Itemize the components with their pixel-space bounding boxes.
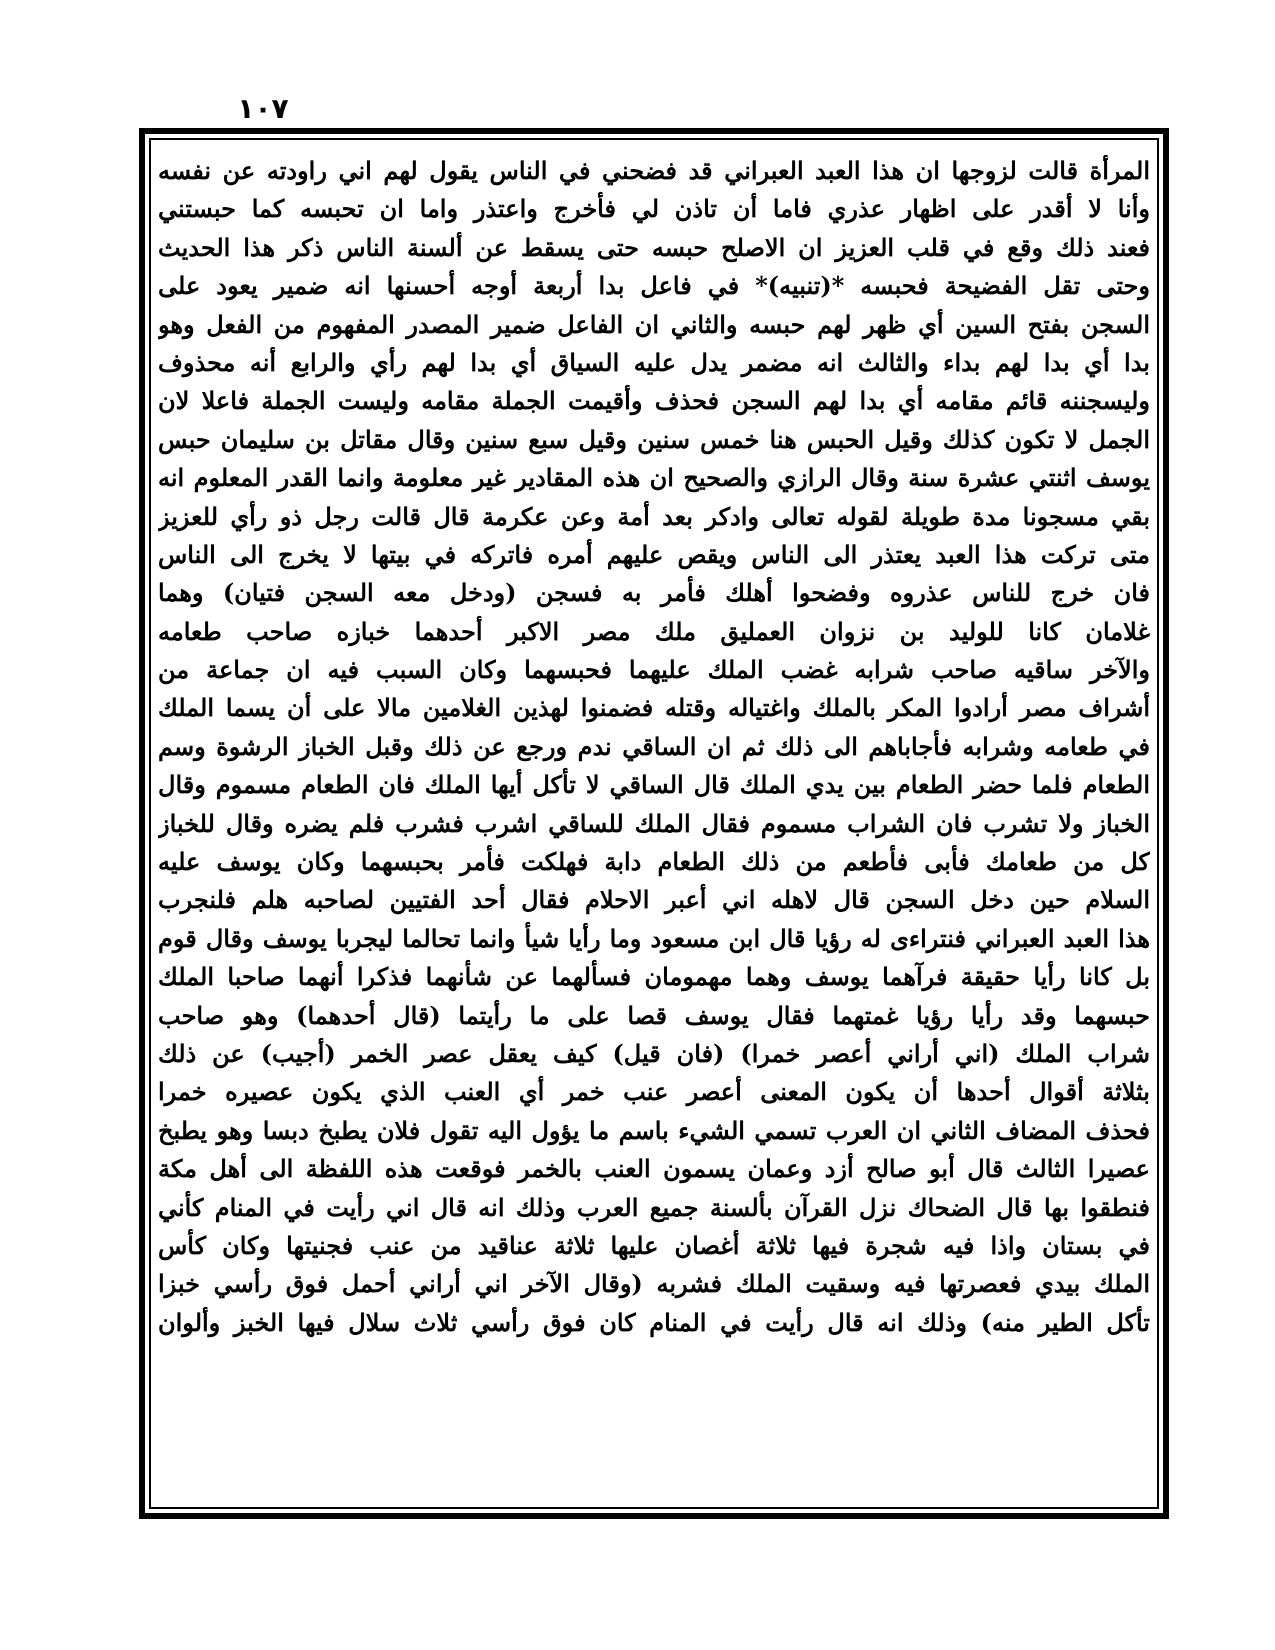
text-line: المرأة قالت لزوجها ان هذا العبد العبراني قد فضحني في الناس يقول لهم اني راودته عن نفسه xyxy=(158,156,1150,185)
text-line: السلام حين دخل السجن قال لاهله اني أعبر الاحلام فقال أحد الفتيين لصاحبه هلم فلنجرب xyxy=(158,885,1150,915)
body-text xyxy=(158,152,1150,1502)
text-line: والآخر ساقيه صاحب شرابه غضب الملك عليهما فحبسهما وكان السبب فيه ان جماعة من xyxy=(158,655,1150,685)
text-line: في بستان واذا فيه شجرة فيها ثلاثة أغصان عليها ثلاثة عناقيد من عنب فجنيتها وكان كأس xyxy=(158,1230,1150,1260)
text-line: الطعام فلما حضر الطعام بين يدي الملك قال الساقي لا تأكل أيها الملك فان الطعام مسموم وقال xyxy=(158,770,1150,800)
text-line: فنطقوا بها قال الضحاك نزل القرآن بألسنة جميع العرب وذلك انه قال اني رأيت في المنام كأني xyxy=(158,1192,1150,1222)
text-line: كل من طعامك فأبى فأطعم من ذلك الطعام دابة فهلكت فأمر بحبسهما وكان يوسف عليه xyxy=(158,847,1150,877)
text-line: بل كانا رأيا حقيقة فرآهما يوسف وهما مهمومان فسألهما عن شأنهما فذكرا أنهما صاحبا الملك xyxy=(158,962,1150,992)
text-line: متى تركت هذا العبد يعتذر الى الناس ويقص عليهم أمره فاتركه في بيتها لا يخرج الى الناس xyxy=(158,539,1150,569)
text-line: الخباز ولا تشرب فان الشراب مسموم فقال الملك للساقي اشرب فشرب فلم يضره وقال للخباز xyxy=(158,808,1150,838)
page-number: ١٠٧ xyxy=(237,92,289,125)
text-line: في طعامه وشرابه فأجاباهم الى ذلك ثم ان الساقي ندم ورجع عن ذلك وقبل الخباز الرشوة وسم xyxy=(158,731,1150,761)
text-line: بثلاثة أقوال أحدها أن يكون المعنى أعصر عنب خمر أي العنب الذي يكون عصيره خمرا xyxy=(158,1077,1150,1107)
text-line: حبسهما وقد رأيا رؤيا غمتهما فقال يوسف قصا على ما رأيتما (قال أحدهما) وهو صاحب xyxy=(158,1000,1150,1030)
text-line: تأكل الطير منه) وذلك انه قال رأيت في المنام كان فوق رأسي ثلاث سلال فيها الخبز وألوان xyxy=(158,1307,1150,1337)
text-line: أشراف مصر أرادوا المكر بالملك واغتياله وقتله فضمنوا لهذين الغلامين مالا على أن يسما الملك xyxy=(158,693,1150,723)
text-line: بقي مسجونا مدة طويلة لقوله تعالى وادكر بعد أمة وعن عكرمة قال قالت رجل ذو رأي للعزيز xyxy=(158,501,1150,531)
text-line: الجمل لا تكون كذلك وقيل الحبس هنا خمس سنين وقيل سبع سنين وقال مقاتل بن سليمان حبس xyxy=(158,424,1150,454)
text-line: وأنا لا أقدر على اظهار عذري فاما أن تاذن لي فأخرج واعتذر واما ان تحبسه كما حبستني xyxy=(158,194,1150,224)
text-line: وحتى تقل الفضيحة فحبسه *(تنبيه)* في فاعل بدا أربعة أوجه أحسنها انه ضمير يعود على xyxy=(158,271,1150,301)
text-line: عصيرا الثالث قال أبو صالح أزد وعمان يسمون العنب بالخمر فوقعت هذه اللفظة الى أهل مكة xyxy=(158,1154,1150,1184)
text-line: السجن بفتح السين أي ظهر لهم حبسه والثاني ان الفاعل ضمير المصدر المفهوم من الفعل وهو xyxy=(158,309,1150,339)
text-line: شراب الملك (اني أراني أعصر خمرا) (فان قيل) كيف يعقل عصر الخمر (أجيب) عن ذلك xyxy=(158,1038,1150,1068)
text-line: يوسف اثنتي عشرة سنة وقال الرازي والصحيح ان هذه المقادير غير معلومة وانما القدر المعلوم انه xyxy=(158,463,1150,493)
text-line: وليسجننه قائم مقامه أي بدا لهم السجن فحذف وأقيمت الجملة مقامه وليست الجملة فاعلا لان xyxy=(158,386,1150,416)
text-line: بدا أي بدا لهم بداء والثالث انه مضمر يدل عليه السياق أي بدا لهم رأي والرابع أنه محذوف xyxy=(158,347,1150,377)
text-line: غلامان كانا للوليد بن نزوان العمليق ملك مصر الاكبر أحدهما خبازه صاحب طعامه xyxy=(158,616,1150,646)
text-line: فعند ذلك وقع في قلب العزيز ان الاصلح حبسه حتى يسقط عن ألسنة الناس ذكر هذا الحديث xyxy=(158,232,1150,262)
text-line: فان خرج للناس عذروه وفضحوا أهلك فأمر به فسجن (ودخل معه السجن فتيان) وهما xyxy=(158,578,1150,608)
text-line: فحذف المضاف الثاني ان العرب تسمي الشيء باسم ما يؤول اليه تقول فلان يطبخ دبسا وهو يطبخ xyxy=(158,1115,1150,1145)
text-line: هذا العبد العبراني فنتراءى له رؤيا قال ابن مسعود وما رأيا شيأ وانما تحالما ليجربا يوسف وقال قوم xyxy=(158,923,1150,953)
text-line: الملك بيدي فعصرتها فيه وسقيت الملك فشربه (وقال الآخر اني أراني أحمل فوق رأسي خبزا xyxy=(158,1269,1150,1299)
